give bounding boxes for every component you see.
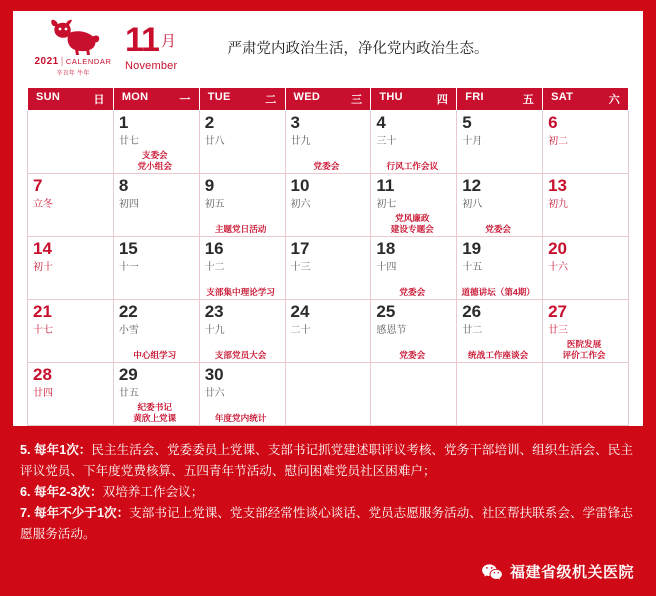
calendar-day-cell[interactable] [457,111,543,174]
calendar-day-cell[interactable] [113,111,199,174]
lunar-label: 廿八 [204,136,225,147]
note-line [20,503,636,545]
calendar-week-row [28,111,629,174]
day-event: 党风廉政 建设专题会 [390,213,434,234]
month-cn-label: 月 [160,32,176,50]
day-number: 5 [462,113,472,132]
day-number: 26 [462,302,482,321]
lunar-label: 十二 [204,262,225,273]
calendar-day-cell[interactable] [285,111,371,174]
calendar-week-row [28,174,629,237]
lunar-label: 廿七 [118,136,139,147]
lunar-label: 三十 [376,136,397,147]
lunar-label: 感恩节 [376,325,407,336]
lunar-label: 廿四 [33,388,53,399]
day-number: 13 [548,176,567,195]
calendar-day-cell[interactable] [457,174,543,237]
day-number: 8 [118,176,129,195]
day-event: 纪委书记 黄欣上党课 [133,402,177,423]
day-number: 19 [462,239,482,258]
lunar-label: 初九 [548,199,569,210]
day-event: 党委会 [313,160,340,171]
day-event: 主题党日活动 [214,223,267,234]
calendar-day-cell[interactable] [199,363,285,426]
day-number: 10 [290,176,310,195]
calendar-day-cell[interactable] [113,237,199,300]
day-number: 9 [204,176,215,195]
calendar-body [28,111,629,426]
lunar-label: 廿六 [204,388,225,399]
day-event: 党委会 [399,286,426,297]
lunar-label: 初二 [548,136,569,147]
weekday-cn: 日 [93,94,105,106]
lunar-label: 十五 [462,262,483,273]
calendar-cell-empty [457,363,543,426]
lunar-label: 十四 [376,262,397,273]
day-event: 统战工作座谈会 [468,349,529,360]
day-number: 6 [548,113,558,132]
lunar-label: 十三 [290,262,311,273]
weekday-en: SAT [551,91,574,103]
day-number: 22 [118,302,138,321]
notes-block [20,440,636,545]
weekday-header-row [28,88,629,111]
footer-org-name: 福建省级机关医院 [509,564,634,581]
lunar-label: 立冬 [33,199,53,210]
lunar-label: 十一 [118,262,139,273]
calendar-day-cell[interactable] [285,237,371,300]
weekday-header-thu [371,88,457,111]
lunar-label: 初八 [462,199,483,210]
day-number: 24 [290,302,310,321]
weekday-en: MON [121,91,149,103]
calendar-week-row [28,237,629,300]
calendar-day-cell[interactable] [371,111,457,174]
calendar-cell-empty [28,111,114,174]
weekday-cn: 二 [265,94,277,106]
day-event: 支部集中理论学习 [206,286,275,297]
lunar-label: 十七 [33,325,53,336]
calendar-day-cell[interactable] [28,363,114,426]
weekday-en: WED [293,91,321,103]
footer [481,561,634,582]
calendar-day-cell[interactable] [543,174,629,237]
weekday-header-tue [199,88,285,111]
weekday-en: THU [379,91,403,103]
note-text: 民主生活会、党委委员上党课、支部书记抓党建述职评议考核、党务干部培训、组织生活会、民主评议党员、下年度党费核算、五四青年节活动、慰问困难党员社区困难户； [20,443,633,478]
calendar-day-cell[interactable] [371,237,457,300]
calendar-day-cell[interactable] [113,174,199,237]
lunar-label: 十六 [548,262,569,273]
calendar-week-row [28,363,629,426]
day-event: 党委会 [485,223,512,234]
calendar-cell-empty [285,363,371,426]
day-event: 党委会 [399,349,426,360]
calendar-week-row [28,300,629,363]
weekday-cn: 五 [522,94,535,106]
day-number: 12 [462,176,482,195]
lunar-label: 十月 [462,136,483,147]
calendar-day-cell[interactable] [457,300,543,363]
weekday-en: SUN [36,91,61,103]
day-number: 7 [33,176,43,195]
weekday-header-fri [457,88,543,111]
calendar-cell-empty [543,363,629,426]
weekday-header-wed [285,88,371,111]
day-event: 中心组学习 [133,349,177,360]
day-number: 15 [118,239,138,258]
day-event: 医院发展 评价工作会 [562,339,606,360]
calendar-table [27,87,629,426]
calendar-day-cell[interactable] [199,174,285,237]
day-event: 支部党员大会 [214,349,267,360]
logo-year-line: 2021 | CALENDAR [34,56,112,67]
lunar-label: 初十 [33,262,53,273]
calendar-day-cell[interactable] [199,237,285,300]
day-event: 行风工作会议 [386,160,439,171]
calendar-day-cell[interactable] [199,111,285,174]
day-number: 17 [290,239,310,258]
weekday-cn: 六 [608,94,620,106]
calendar-day-cell[interactable] [285,300,371,363]
day-number: 18 [376,239,396,258]
day-number: 25 [376,302,396,321]
calendar-day-cell[interactable] [543,300,629,363]
weekday-en: TUE [207,91,231,103]
weekday-header-sat [543,88,629,111]
day-event: 支委会 党小组会 [137,150,172,171]
note-line [20,440,636,482]
weekday-cn: 三 [351,94,363,106]
calendar-day-cell[interactable] [285,174,371,237]
lunar-label: 初六 [290,199,311,210]
calendar-day-cell[interactable] [371,174,457,237]
page-slogan: 严肃党内政治生活，净化党内政治生态。 [227,41,489,57]
day-number: 27 [548,302,567,321]
calendar-day-cell[interactable] [457,237,543,300]
weekday-header-sun [28,88,114,111]
calendar-card [13,11,643,426]
lunar-label: 廿五 [118,388,139,399]
lunar-label: 初七 [376,199,397,210]
calendar-day-cell[interactable] [28,174,114,237]
note-label: 6. 每年2-3次： [20,485,103,499]
logo-year: 2021 [34,56,59,67]
logo-subtitle: 辛丑年 牛年 [56,71,90,77]
lunar-label: 初五 [204,199,225,210]
weekday-header-mon [113,88,199,111]
day-number: 16 [204,239,224,258]
day-number: 30 [204,365,224,384]
calendar-day-cell[interactable] [28,237,114,300]
weekday-en: FRI [465,91,484,103]
calendar-day-cell[interactable] [543,111,629,174]
day-number: 21 [33,302,52,321]
lunar-label: 二十 [290,325,311,336]
note-line [20,482,636,503]
note-text: 支部书记上党课、党支部经常性谈心谈话、党员志愿服务活动、社区帮扶联系会、学雷锋志愿服务活动。 [20,506,633,541]
day-number: 2 [204,113,215,132]
calendar-day-cell[interactable] [543,237,629,300]
weekday-cn: 一 [179,94,191,106]
lunar-label: 廿三 [548,325,569,336]
lunar-label: 廿二 [462,325,483,336]
day-number: 14 [33,239,52,258]
day-event: 年度党内统计 [214,412,267,423]
day-number: 28 [33,365,52,384]
day-number: 20 [548,239,567,258]
day-number: 4 [376,113,386,132]
weekday-cn: 四 [436,94,449,106]
note-label: 7. 每年不少于1次： [20,506,130,520]
calendar-day-cell[interactable] [371,300,457,363]
note-text: 双培养工作会议； [102,485,204,499]
day-number: 11 [376,176,395,195]
calendar-cell-empty [371,363,457,426]
lunar-label: 廿九 [290,136,311,147]
lunar-label: 小雪 [118,325,139,336]
day-event: 道德讲坛（第4期） [461,286,535,297]
month-english: November [125,60,178,72]
day-number: 3 [290,113,300,132]
month-number: 11 [125,21,159,59]
logo-calendar-en: CALENDAR [65,57,112,66]
day-number: 23 [204,302,224,321]
calendar-grid-wrap [27,87,629,426]
lunar-label: 初四 [118,199,139,210]
calendar-day-cell[interactable] [199,300,285,363]
calendar-day-cell[interactable] [113,363,199,426]
calendar-day-cell[interactable] [28,300,114,363]
note-label: 5. 每年1次： [20,443,92,457]
day-number: 29 [118,365,138,384]
lunar-label: 十九 [204,325,225,336]
calendar-header [13,11,643,83]
wechat-icon [481,563,503,581]
day-number: 1 [118,113,129,132]
calendar-day-cell[interactable] [113,300,199,363]
